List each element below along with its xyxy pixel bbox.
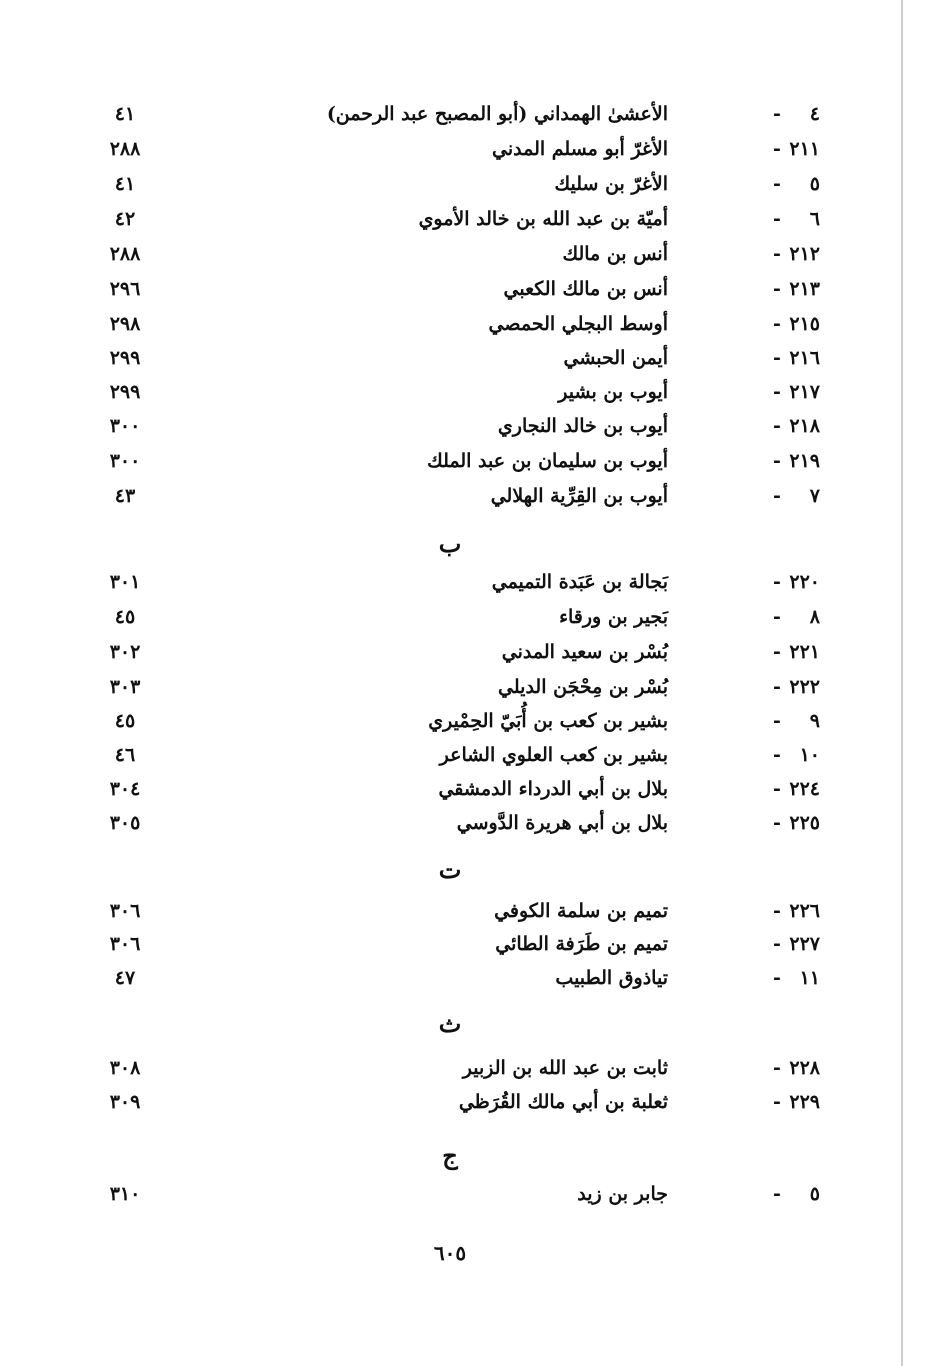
index-entry [0,895,900,927]
entry-dash: - [773,710,781,732]
section-letter-jim: ج [442,1141,458,1170]
section-letter-ta: ت [438,855,462,884]
entry-name: الأغرّ أبو مسلم المدني [492,138,668,160]
entry-dash: - [773,1091,781,1113]
entry-number: ٢١١ [789,138,820,160]
entry-number: ٢٢١ [789,641,820,663]
entry-page: ٢٩٦ [109,278,141,300]
entry-number: ٢٢٧ [789,933,820,955]
entry-number: ٧ [809,485,820,507]
index-entry [0,98,900,130]
entry-page: ٣٠٩ [109,1091,141,1113]
entry-page: ٣١٠ [109,1183,141,1205]
entry-name: أنس بن مالك الكعبي [503,278,668,300]
entry-name: بَجير بن ورقاء [559,606,668,628]
entry-dash: - [773,676,781,698]
entry-dash: - [773,103,781,125]
entry-page: ٤١ [114,103,136,125]
entry-page: ٣٠٢ [109,641,141,663]
entry-name: تميم بن طَرَفة الطائي [495,933,668,955]
index-entry [0,308,900,340]
entry-name: أيوب بن سليمان بن عبد الملك [427,450,668,472]
index-entry [0,928,900,960]
entry-number: ٤ [809,103,820,125]
entry-number: ٢٢٤ [789,778,820,800]
entry-dash: - [773,347,781,369]
entry-name: أيوب بن القِرِّية الهلالي [490,485,668,507]
entry-page: ٢٩٩ [109,347,141,369]
entry-page: ٤١ [114,173,136,195]
entry-dash: - [773,606,781,628]
entry-number: ٦ [809,208,820,230]
entry-dash: - [773,571,781,593]
entry-page: ٣٠٦ [109,900,141,922]
entry-dash: - [773,1183,781,1205]
entry-page: ٣٠٥ [109,812,141,834]
entry-number: ٥ [809,1183,820,1205]
entry-dash: - [773,485,781,507]
entry-dash: - [773,812,781,834]
entry-number: ١٠ [799,744,820,766]
entry-page: ٣٠٨ [109,1057,141,1079]
entry-page: ٣٠٤ [109,778,141,800]
entry-number: ٢١٩ [789,450,820,472]
entry-dash: - [773,381,781,403]
entry-number: ٨ [809,606,820,628]
entry-dash: - [773,1057,781,1079]
entry-number: ٢٢٩ [789,1091,820,1113]
entry-dash: - [773,967,781,989]
entry-number: ٢١٣ [789,278,820,300]
entry-name: بَجالة بن عَبَدة التميمي [491,571,668,593]
entry-name: ثعلبة بن أبي مالك القُرَظي [458,1091,668,1113]
index-entry [0,376,900,408]
index-entry [0,480,900,512]
entry-name: تميم بن سلمة الكوفي [494,900,668,922]
entry-name: أوسط البجلي الحمصي [488,313,668,335]
index-entry [0,1052,900,1084]
entry-name: بُسْر بن مِحْجَن الديلي [498,676,668,698]
entry-name: ثابت بن عبد الله بن الزبير [462,1057,668,1079]
index-entry [0,773,900,805]
index-entry [0,566,900,598]
entry-dash: - [773,641,781,663]
entry-dash: - [773,450,781,472]
entry-page: ٤٥ [114,710,136,732]
index-entry [0,273,900,305]
entry-dash: - [773,243,781,265]
entry-dash: - [773,313,781,335]
entry-page: ٤٥ [114,606,136,628]
entry-number: ٥ [809,173,820,195]
entry-page: ٤٣ [114,485,136,507]
entry-page: ٤٢ [114,208,136,230]
entry-number: ٢٢٢ [789,676,820,698]
entry-page: ٢٨٨ [109,138,141,160]
index-entry [0,962,900,994]
section-letter-tha: ث [438,1009,462,1038]
entry-name: أيوب بن خالد النجاري [497,415,668,437]
index-entry [0,1178,900,1210]
index-entry [0,739,900,771]
index-entry [0,203,900,235]
entry-number: ٢٢٨ [789,1057,820,1079]
entry-number: ٢١٨ [789,415,820,437]
entry-page: ٣٠١ [109,571,141,593]
entry-number: ٢١٧ [789,381,820,403]
index-entry [0,342,900,374]
index-entry [0,705,900,737]
entry-page: ٣٠٠ [109,415,141,437]
index-entry [0,238,900,270]
entry-name: الأعشىٰ الهمداني (أبو المصبح عبد الرحمن) [326,103,668,125]
entry-name: بلال بن أبي الدرداء الدمشقي [438,778,668,800]
index-entry [0,168,900,200]
index-entry [0,671,900,703]
entry-page: ٣٠٠ [109,450,141,472]
entry-name: تياذوق الطبيب [555,967,668,989]
entry-name: أيمن الحبشي [563,347,668,369]
entry-dash: - [773,744,781,766]
index-entry [0,410,900,442]
index-entry [0,601,900,633]
entry-page: ٢٩٩ [109,381,141,403]
entry-name: بشير بن كعب العلوي الشاعر [439,744,668,766]
index-entry [0,807,900,839]
entry-dash: - [773,933,781,955]
entry-number: ٩ [809,710,820,732]
entry-dash: - [773,415,781,437]
entry-dash: - [773,778,781,800]
index-entry [0,133,900,165]
section-letter-ba: ب [438,529,462,558]
page-number: ٦٠٥ [433,1241,467,1265]
entry-name: أنس بن مالك [562,243,668,265]
entry-number: ٢٢٦ [789,900,820,922]
entry-name: أيوب بن بشير [558,381,668,403]
entry-number: ٢١٦ [789,347,820,369]
entry-page: ٤٦ [114,744,136,766]
entry-dash: - [773,173,781,195]
entry-name: بلال بن أبي هريرة الدَّوسي [456,812,668,834]
entry-number: ٢٢٠ [789,571,820,593]
entry-page: ٣٠٣ [109,676,141,698]
entry-number: ١١ [799,967,820,989]
index-entry [0,445,900,477]
entry-page: ٤٧ [114,967,136,989]
entry-name: جابر بن زيد [577,1183,668,1205]
entry-number: ٢١٢ [789,243,820,265]
index-entry [0,636,900,668]
entry-name: أميّة بن عبد الله بن خالد الأموي [418,208,668,230]
entry-page: ٣٠٦ [109,933,141,955]
entry-name: بُسْر بن سعيد المدني [501,641,668,663]
entry-dash: - [773,138,781,160]
entry-number: ٢١٥ [789,313,820,335]
entry-dash: - [773,900,781,922]
index-entry [0,1086,900,1118]
entry-dash: - [773,278,781,300]
entry-page: ٢٨٨ [109,243,141,265]
entry-name: بشير بن كعب بن أُبَيّ الحِمْيري [428,710,668,732]
entry-dash: - [773,208,781,230]
entry-number: ٢٢٥ [789,812,820,834]
entry-page: ٢٩٨ [109,313,141,335]
entry-name: الأغرّ بن سليك [554,173,668,195]
